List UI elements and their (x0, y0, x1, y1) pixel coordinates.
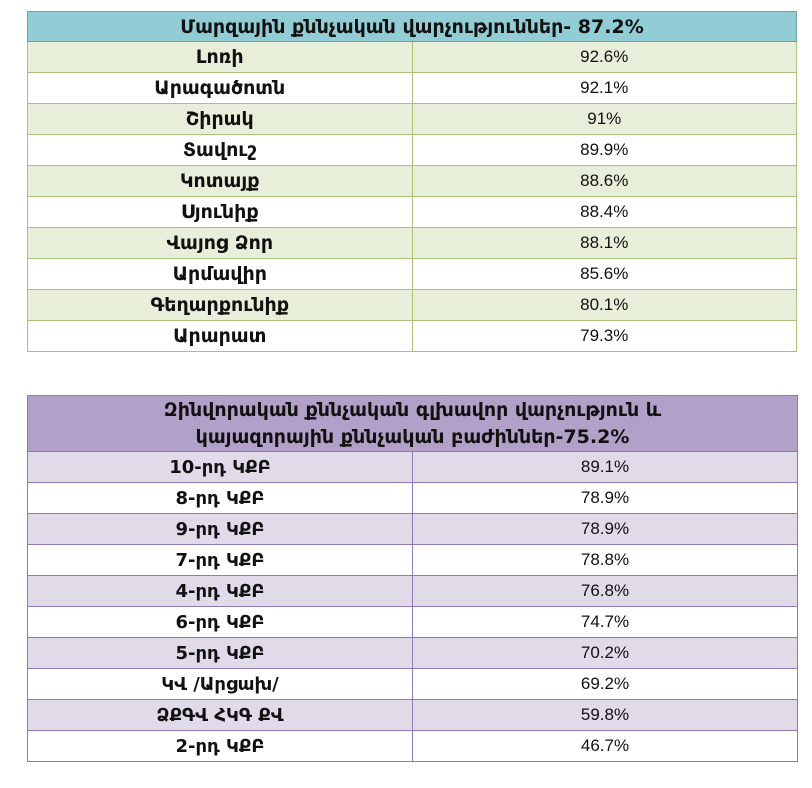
row-name: 8-րդ ԿՔԲ (28, 483, 413, 514)
row-value: 88.6% (412, 166, 797, 197)
table-row (28, 514, 798, 545)
row-value: 92.6% (412, 42, 797, 73)
row-value: 89.1% (413, 452, 798, 483)
table-header-row (28, 12, 797, 42)
row-value: 78.9% (413, 514, 798, 545)
table-row (28, 135, 797, 166)
row-name: 10-րդ ԿՔԲ (28, 452, 413, 483)
row-name: ԿՎ /Արցախ/ (28, 669, 413, 700)
table-row (28, 228, 797, 259)
table-row (28, 290, 797, 321)
row-value: 85.6% (412, 259, 797, 290)
table-row (28, 700, 798, 731)
row-value: 91% (412, 104, 797, 135)
table-row (28, 104, 797, 135)
table-title-line: կայազորային քննչական բաժիններ-75.2% (195, 425, 630, 448)
row-value: 79.3% (412, 321, 797, 352)
row-name: 5-րդ ԿՔԲ (28, 638, 413, 669)
row-value: 46.7% (413, 731, 798, 762)
row-value: 59.8% (413, 700, 798, 731)
table-title: Մարզային քննչական վարչություններ- 87.2% (28, 12, 797, 42)
table-row (28, 731, 798, 762)
row-value: 70.2% (413, 638, 798, 669)
row-name: Արագածոտն (28, 73, 413, 104)
table-row (28, 321, 797, 352)
row-value: 74.7% (413, 607, 798, 638)
table-header-row (28, 396, 798, 452)
regional-departments-table (27, 11, 797, 352)
row-name: Սյունիք (28, 197, 413, 228)
row-name: Արարատ (28, 321, 413, 352)
row-value: 89.9% (412, 135, 797, 166)
table-row (28, 259, 797, 290)
row-name: Գեղարքունիք (28, 290, 413, 321)
table-row (28, 42, 797, 73)
table-title (28, 396, 798, 452)
table-row (28, 73, 797, 104)
row-value: 69.2% (413, 669, 798, 700)
table-row (28, 576, 798, 607)
row-value: 78.9% (413, 483, 798, 514)
row-value: 88.1% (412, 228, 797, 259)
table-row (28, 607, 798, 638)
row-name: Արմավիր (28, 259, 413, 290)
row-value: 88.4% (412, 197, 797, 228)
row-name: 2-րդ ԿՔԲ (28, 731, 413, 762)
row-name: Վայոց Ձոր (28, 228, 413, 259)
table-row (28, 452, 798, 483)
row-name: Շիրակ (28, 104, 413, 135)
table-row (28, 483, 798, 514)
table-title-line: Զինվորական քննչական գլխավոր վարչություն և (163, 398, 662, 421)
row-name: 9-րդ ԿՔԲ (28, 514, 413, 545)
row-name: 6-րդ ԿՔԲ (28, 607, 413, 638)
row-name: Կոտայք (28, 166, 413, 197)
table-row (28, 669, 798, 700)
row-name: ՁՔԳՎ ՀԿԳ ՔՎ (28, 700, 413, 731)
table-row (28, 166, 797, 197)
row-name: 7-րդ ԿՔԲ (28, 545, 413, 576)
row-name: 4-րդ ԿՔԲ (28, 576, 413, 607)
row-name: Լոռի (28, 42, 413, 73)
row-value: 78.8% (413, 545, 798, 576)
row-name: Տավուշ (28, 135, 413, 166)
table-row (28, 638, 798, 669)
table-row (28, 545, 798, 576)
military-departments-table (27, 395, 798, 762)
row-value: 76.8% (413, 576, 798, 607)
row-value: 80.1% (412, 290, 797, 321)
row-value: 92.1% (412, 73, 797, 104)
table-row (28, 197, 797, 228)
